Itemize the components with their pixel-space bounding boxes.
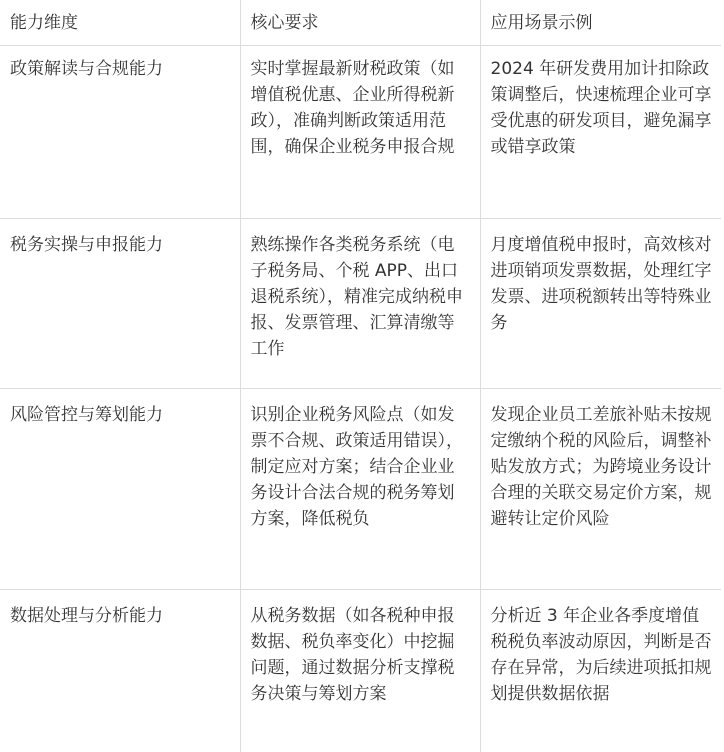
header-dimension: 能力维度	[0, 0, 240, 46]
cell-dimension: 风险管控与筹划能力	[0, 389, 240, 590]
cell-dimension: 数据处理与分析能力	[0, 590, 240, 752]
header-scenario: 应用场景示例	[480, 0, 721, 46]
cell-scenario: 月度增值税申报时，高效核对进项销项发票数据，处理红字发票、进项税额转出等特殊业务	[480, 219, 721, 389]
cell-requirement: 熟练操作各类税务系统（电子税务局、个税 APP、出口退税系统），精准完成纳税申报、发票管理、汇算清缴等工作	[240, 219, 480, 389]
cell-requirement: 实时掌握最新财税政策（如增值税优惠、企业所得税新政），准确判断政策适用范围，确保企业税务申报合规	[240, 46, 480, 219]
cell-requirement: 识别企业税务风险点（如发票不合规、政策适用错误），制定应对方案；结合企业业务设计合法合规的税务筹划方案，降低税负	[240, 389, 480, 590]
table-row	[0, 219, 721, 389]
cell-scenario: 分析近 3 年企业各季度增值税税负率波动原因，判断是否存在异常，为后续进项抵扣规划提供数据依据	[480, 590, 721, 752]
cell-dimension: 税务实操与申报能力	[0, 219, 240, 389]
cell-scenario: 2024 年研发费用加计扣除政策调整后，快速梳理企业可享受优惠的研发项目，避免漏享或错享政策	[480, 46, 721, 219]
table-header-row	[0, 0, 721, 46]
table-row	[0, 389, 721, 590]
cell-dimension: 政策解读与合规能力	[0, 46, 240, 219]
cell-requirement: 从税务数据（如各税种申报数据、税负率变化）中挖掘问题，通过数据分析支撑税务决策与筹划方案	[240, 590, 480, 752]
table-row	[0, 46, 721, 219]
table-row	[0, 590, 721, 752]
cell-scenario: 发现企业员工差旅补贴未按规定缴纳个税的风险后，调整补贴发放方式；为跨境业务设计合理的关联交易定价方案，规避转让定价风险	[480, 389, 721, 590]
header-requirement: 核心要求	[240, 0, 480, 46]
